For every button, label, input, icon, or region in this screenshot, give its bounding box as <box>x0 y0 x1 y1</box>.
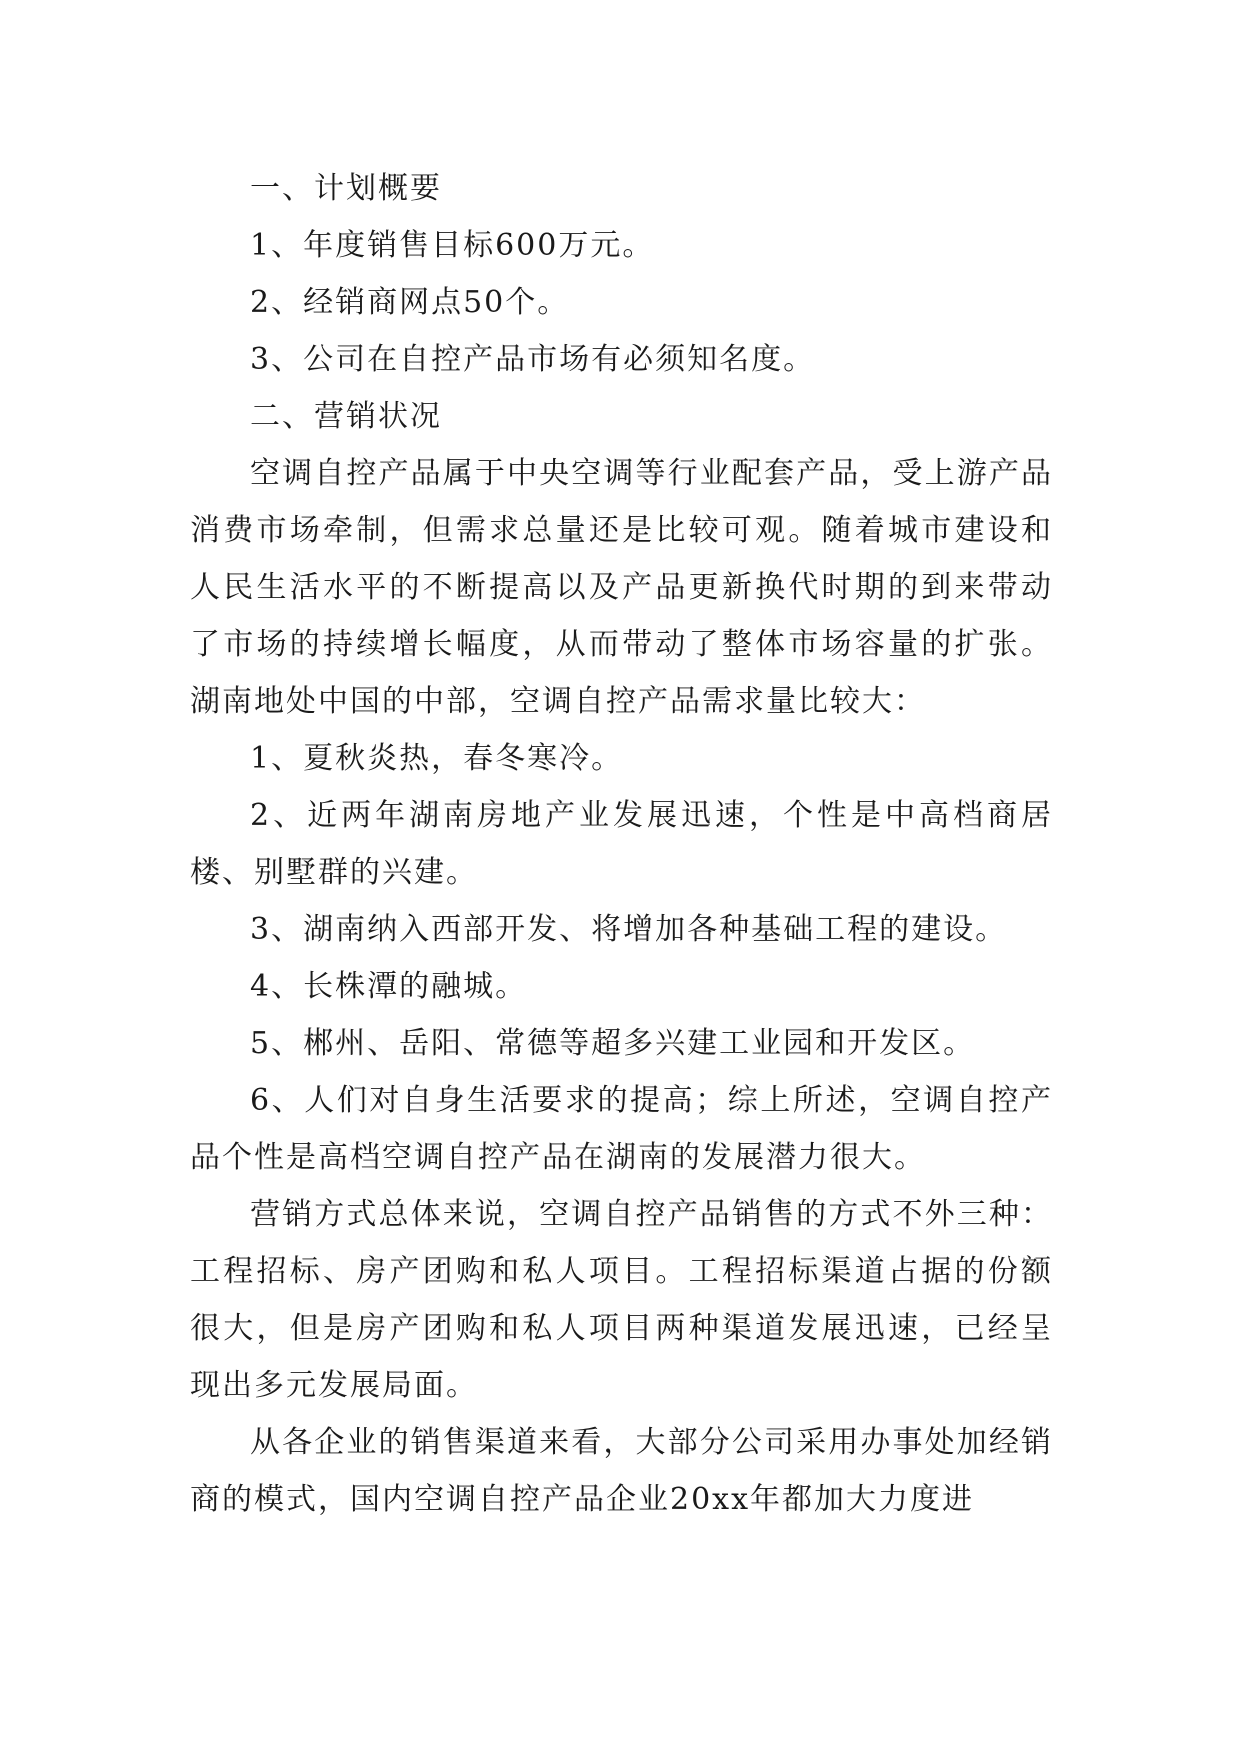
list-item: 2、经销商网点50个。 <box>250 285 570 320</box>
body-paragraph: 空调自控产品属于中央空调等行业配套产品，受上游产品消费市场牵制，但需求总量还是比较可观。随着城市建设和人民生活水平的不断提高以及产品更新换代时期的到来带动了市场的持续增长幅度，从而带动了整体市场容量的扩张。湖南地处中国的中部，空调自控产品需求量比较大： <box>190 456 1053 719</box>
list-item: 1、夏秋炎热，春冬寒冷。 <box>250 741 624 776</box>
body-paragraph: 从各企业的销售渠道来看，大部分公司采用办事处加经销商的模式，国内空调自控产品企业20xx年都加大力度进 <box>190 1425 1053 1517</box>
section-heading-marketing-status: 二、营销状况 <box>250 399 442 434</box>
body-paragraph: 营销方式总体来说，空调自控产品销售的方式不外三种：工程招标、房产团购和私人项目。工程招标渠道占据的份额很大，但是房产团购和私人项目两种渠道发展迅速，已经呈现出多元发展局面。 <box>190 1197 1053 1403</box>
list-item: 1、年度销售目标600万元。 <box>250 228 655 263</box>
list-item: 4、长株潭的融城。 <box>250 969 528 1004</box>
list-item: 3、公司在自控产品市场有必须知名度。 <box>250 342 816 377</box>
section-heading-plan-summary: 一、计划概要 <box>250 171 442 206</box>
list-item: 3、湖南纳入西部开发、将增加各种基础工程的建设。 <box>250 912 1008 947</box>
list-item: 6、人们对自身生活要求的提高；综上所述，空调自控产品个性是高档空调自控产品在湖南的发展潜力很大。 <box>190 1083 1053 1175</box>
list-item: 2、近两年湖南房地产业发展迅速，个性是中高档商居楼、别墅群的兴建。 <box>190 798 1053 890</box>
document-body <box>190 160 1053 1528</box>
list-item: 5、郴州、岳阳、常德等超多兴建工业园和开发区。 <box>250 1026 976 1061</box>
